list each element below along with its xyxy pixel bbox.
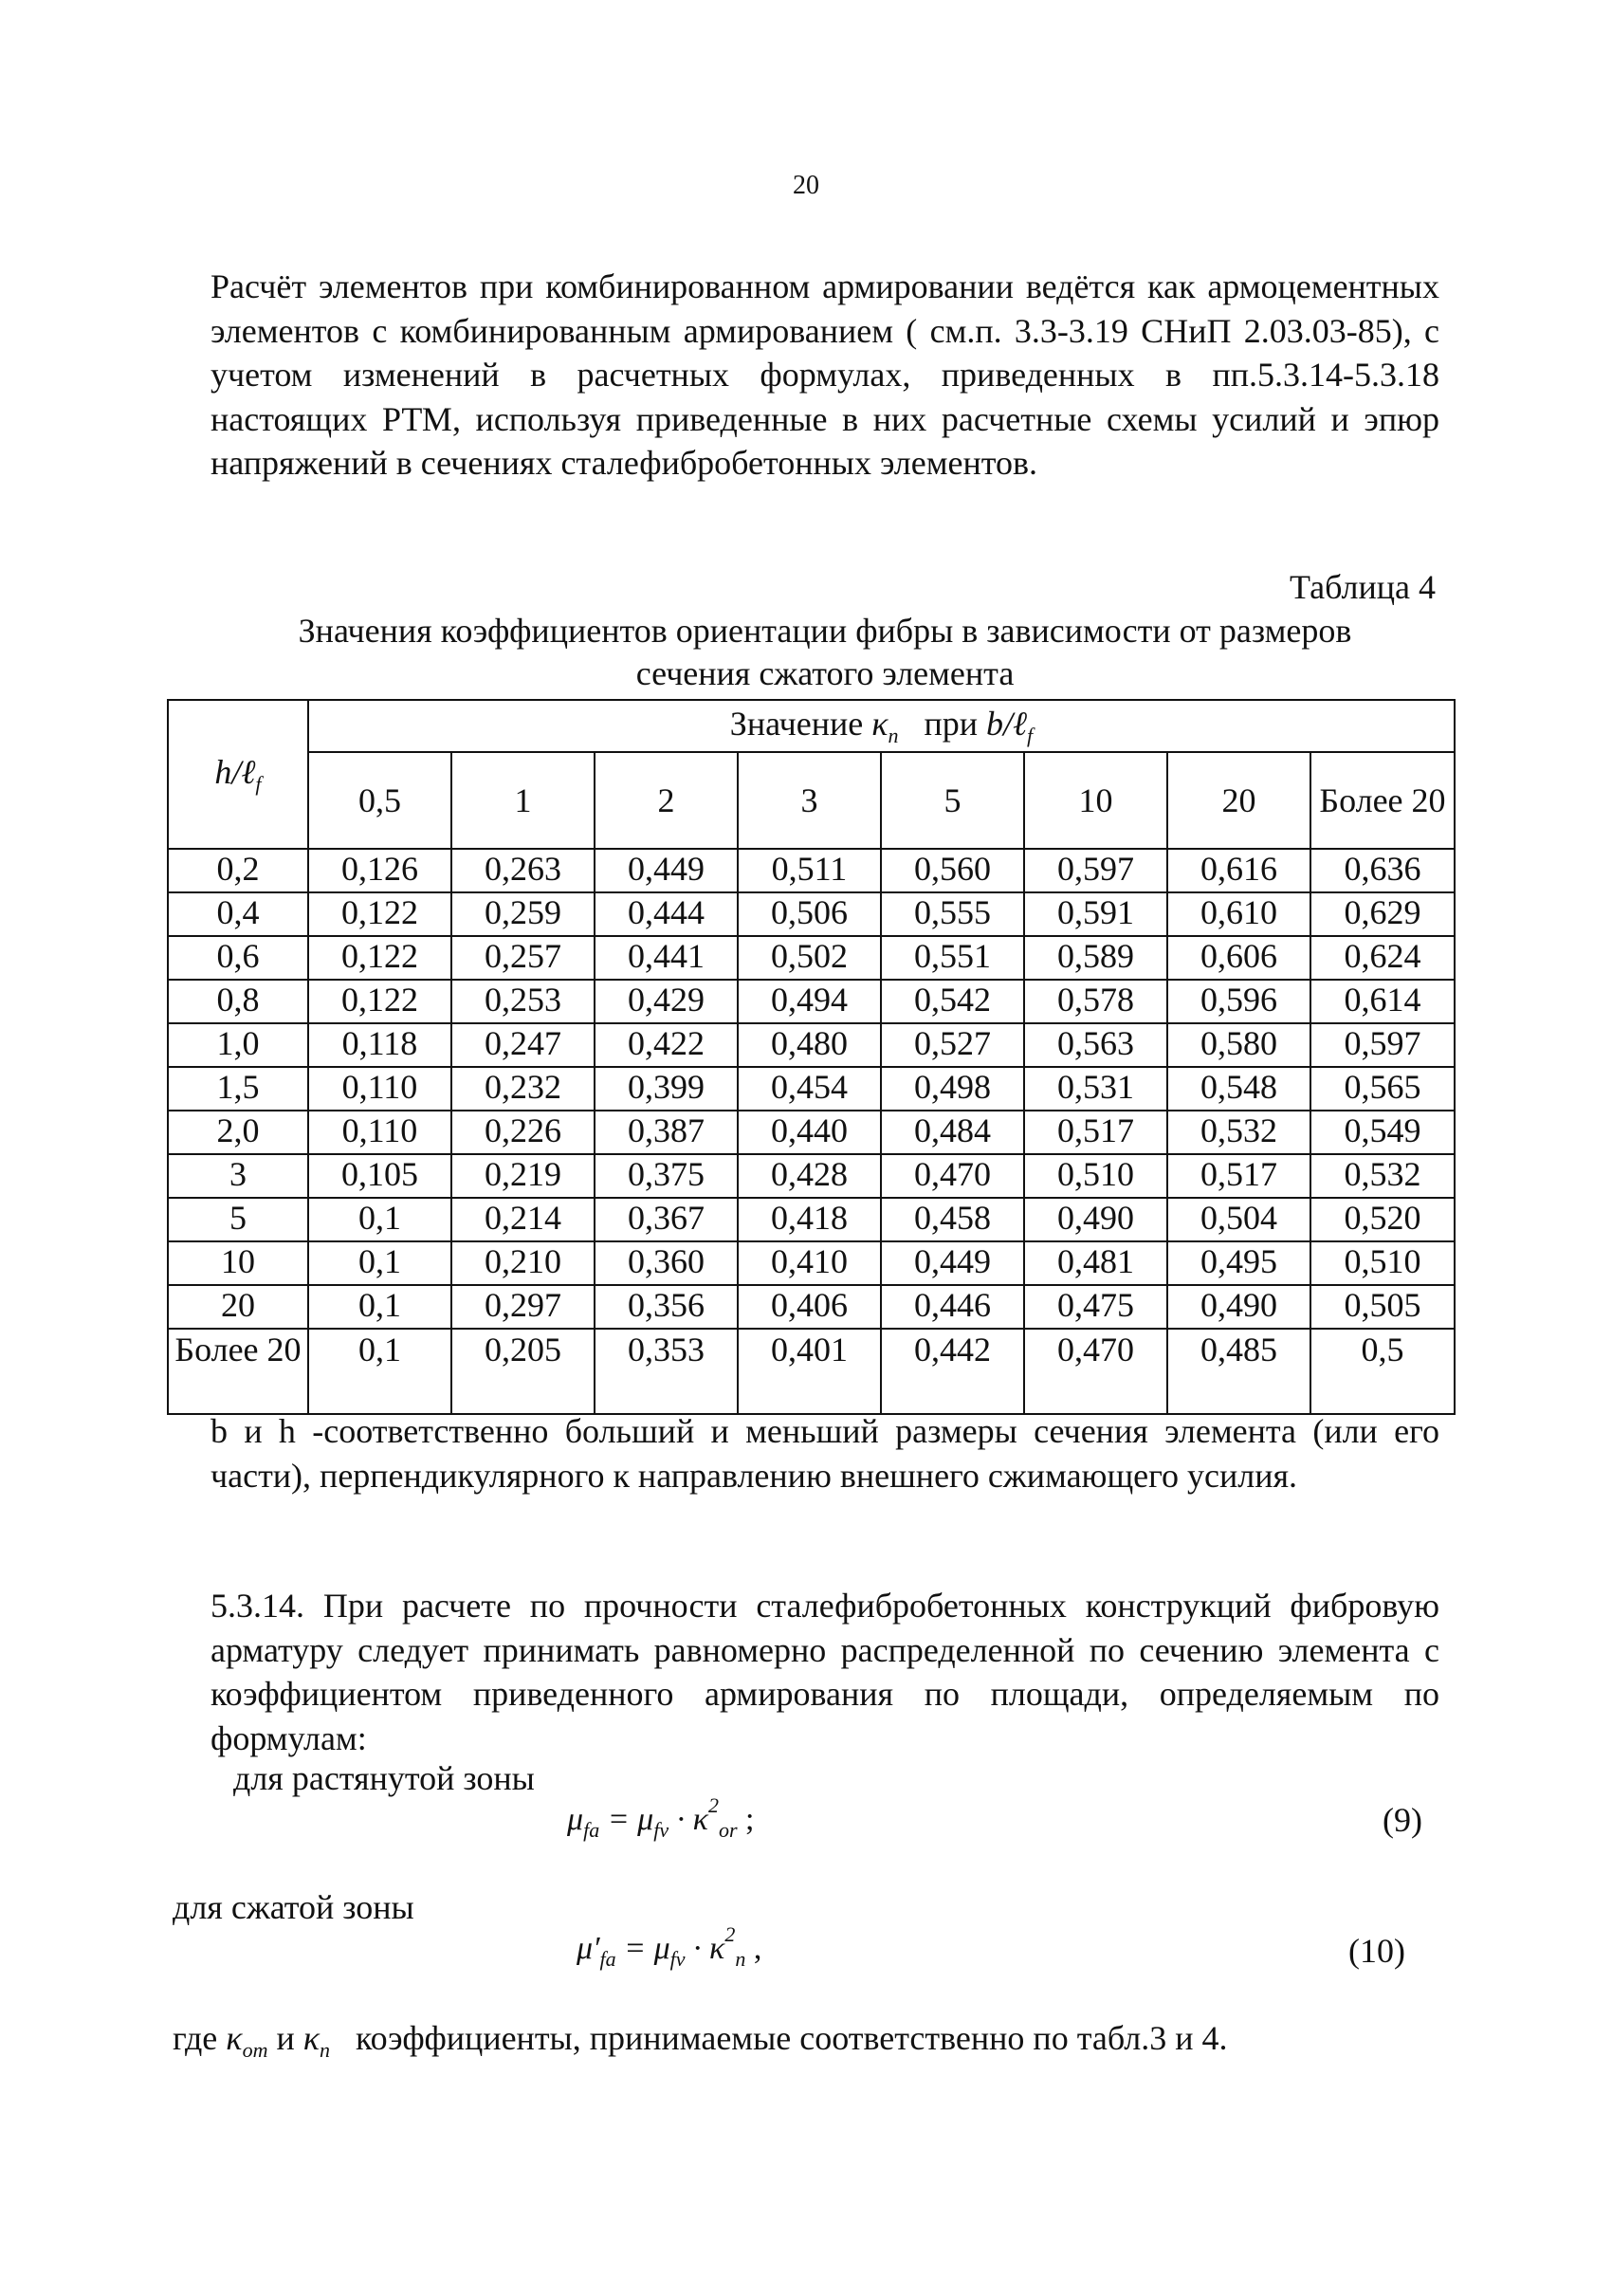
- table-cell: 0,636: [1310, 849, 1455, 892]
- section-paragraph: 5.3.14. При расчете по прочности сталефибробетонных конструкций фибровую арматуру следует принимать равномерно распределенной по сечению элемента с коэффициентом приведенного армирования по площади, определяемым по формулам:: [211, 1587, 1439, 1757]
- page-number: 20: [793, 171, 819, 200]
- table-cell: 0,616: [1167, 849, 1310, 892]
- table-cell: 0,247: [451, 1023, 595, 1067]
- table-cell: 0,219: [451, 1154, 595, 1198]
- row-header-cell: 0,8: [168, 980, 308, 1023]
- table-cell: 0,517: [1167, 1154, 1310, 1198]
- table-cell: 0,126: [308, 849, 451, 892]
- table-cell: 0,122: [308, 980, 451, 1023]
- table-cell: 0,360: [595, 1241, 738, 1285]
- table-cell: 0,532: [1167, 1111, 1310, 1154]
- table-cell: 0,387: [595, 1111, 738, 1154]
- table-cell: 0,498: [881, 1067, 1024, 1111]
- table-cell: 0,422: [595, 1023, 738, 1067]
- table-row: [168, 1241, 1455, 1285]
- table-cell: 0,253: [451, 980, 595, 1023]
- table-cell: 0,418: [738, 1198, 881, 1241]
- table-cell: 0,458: [881, 1198, 1024, 1241]
- row-header-cell: 20: [168, 1285, 308, 1329]
- row-header-cell: 3: [168, 1154, 308, 1198]
- table-cell: 0,490: [1024, 1198, 1167, 1241]
- table-cell: 0,353: [595, 1329, 738, 1414]
- table-cell: 0,520: [1310, 1198, 1455, 1241]
- table-cell: 0,214: [451, 1198, 595, 1241]
- table-cell: 0,454: [738, 1067, 881, 1111]
- table-cell: 0,5: [1310, 1329, 1455, 1414]
- table-cell: 0,596: [1167, 980, 1310, 1023]
- row-header-cell: 5: [168, 1198, 308, 1241]
- table-cell: 0,1: [308, 1329, 451, 1414]
- table-cell: 0,614: [1310, 980, 1455, 1023]
- table-cell: 0,527: [881, 1023, 1024, 1067]
- table-cell: 0,555: [881, 892, 1024, 936]
- table-cell: 0,610: [1167, 892, 1310, 936]
- group-header: Значение $\kappa_n$ при b/ℓ$_f$: [308, 700, 1455, 752]
- table-cell: 0,257: [451, 936, 595, 980]
- table-cell: 0,542: [881, 980, 1024, 1023]
- orientation-coefficients-table: [167, 699, 1456, 1415]
- column-header: 20: [1167, 752, 1310, 849]
- column-header: 0,5: [308, 752, 451, 849]
- table-cell: 0,531: [1024, 1067, 1167, 1111]
- table-cell: 0,563: [1024, 1023, 1167, 1067]
- table-cell: 0,591: [1024, 892, 1167, 936]
- table-title: [171, 610, 1479, 695]
- table-cell: 0,406: [738, 1285, 881, 1329]
- table-cell: 0,449: [595, 849, 738, 892]
- row-header-cell: 1,0: [168, 1023, 308, 1067]
- table-label: Таблица 4: [1290, 568, 1436, 606]
- table-cell: 0,505: [1310, 1285, 1455, 1329]
- row-header-cell: 10: [168, 1241, 308, 1285]
- table-cell: 0,495: [1167, 1241, 1310, 1285]
- table-cell: 0,356: [595, 1285, 738, 1329]
- table-cell: 0,589: [1024, 936, 1167, 980]
- table-cell: 0,110: [308, 1067, 451, 1111]
- column-header: 3: [738, 752, 881, 849]
- table-cell: 0,504: [1167, 1198, 1310, 1241]
- table-cell: 0,1: [308, 1285, 451, 1329]
- tension-zone-label: для растянутой зоны: [233, 1759, 535, 1797]
- table-cell: 0,410: [738, 1241, 881, 1285]
- table-cell: 0,440: [738, 1111, 881, 1154]
- table-title-line2: сечения сжатого элемента: [635, 654, 1015, 692]
- table-row: [168, 1285, 1455, 1329]
- table-cell: 0,485: [1167, 1329, 1310, 1414]
- table-row: [168, 936, 1455, 980]
- table-cell: 0,629: [1310, 892, 1455, 936]
- table-cell: 0,428: [738, 1154, 881, 1198]
- table-row: [168, 1154, 1455, 1198]
- table-cell: 0,442: [881, 1329, 1024, 1414]
- table-cell: 0,122: [308, 936, 451, 980]
- column-header: 1: [451, 752, 595, 849]
- equation-number-10: (10): [1348, 1932, 1405, 1970]
- table-cell: 0,597: [1310, 1023, 1455, 1067]
- table-cell: 0,259: [451, 892, 595, 936]
- table-cell: 0,232: [451, 1067, 595, 1111]
- table-row: [168, 1329, 1455, 1414]
- table-cell: 0,449: [881, 1241, 1024, 1285]
- table-cell: 0,399: [595, 1067, 738, 1111]
- table-cell: 0,597: [1024, 849, 1167, 892]
- table-cell: 0,297: [451, 1285, 595, 1329]
- table-cell: 0,511: [738, 849, 881, 892]
- table-cell: 0,118: [308, 1023, 451, 1067]
- column-header: 5: [881, 752, 1024, 849]
- table-cell: 0,122: [308, 892, 451, 936]
- table-row: [168, 980, 1455, 1023]
- table-row: [168, 892, 1455, 936]
- column-header: 2: [595, 752, 738, 849]
- table-cell: 0,1: [308, 1198, 451, 1241]
- table-cell: 0,367: [595, 1198, 738, 1241]
- table-cell: 0,502: [738, 936, 881, 980]
- table-cell: 0,510: [1024, 1154, 1167, 1198]
- formula-9: $\mu_{fa} = \mu_{fv} \cdot \kappa^2_{or}$ ;: [567, 1793, 755, 1842]
- table-row: [168, 1111, 1455, 1154]
- table-cell: 0,490: [1167, 1285, 1310, 1329]
- table-cell: 0,444: [595, 892, 738, 936]
- table-cell: 0,606: [1167, 936, 1310, 980]
- table-cell: 0,532: [1310, 1154, 1455, 1198]
- table-cell: 0,510: [1310, 1241, 1455, 1285]
- table-note: b и h -соответственно больший и меньший размеры сечения элемента (или его части), перпендикулярного к направлению внешнего сжимающего усилия.: [211, 1412, 1439, 1495]
- table-cell: 0,565: [1310, 1067, 1455, 1111]
- table-cell: 0,446: [881, 1285, 1024, 1329]
- table-row: [168, 849, 1455, 892]
- table-row: [168, 1023, 1455, 1067]
- coefficients-reference-line: где $\kappa_{от}$ и $\kappa_n$ коэффициенты, принимаемые соответственно по табл.3 и 4.: [173, 2019, 1228, 2062]
- column-header: Более 20: [1310, 752, 1455, 849]
- table-cell: 0,578: [1024, 980, 1167, 1023]
- table-cell: 0,110: [308, 1111, 451, 1154]
- intro-paragraph: Расчёт элементов при комбинированном армировании ведётся как армоцементных элементов с комбинированным армированием ( см.п. 3.3-3.19 СНиП 2.03.03-85), с учетом изменений в расчетных формулах, приведенных в пп.5.3.14-5.3.18 настоящих РТМ, используя приведенные в них расчетные схемы усилий и эпюр напряжений в сечениях сталефибробетонных элементов.: [211, 267, 1439, 482]
- table-cell: 0,263: [451, 849, 595, 892]
- compression-zone-label: для сжатой зоны: [173, 1888, 414, 1926]
- table-cell: 0,551: [881, 936, 1024, 980]
- table-cell: 0,481: [1024, 1241, 1167, 1285]
- table-cell: 0,549: [1310, 1111, 1455, 1154]
- table-cell: 0,441: [595, 936, 738, 980]
- formula-10: $\mu'_{fa} = \mu_{fv} \cdot \kappa^2_n$ ,: [577, 1922, 762, 1971]
- row-header-cell: 0,2: [168, 849, 308, 892]
- table-cell: 0,470: [881, 1154, 1024, 1198]
- table-cell: 0,470: [1024, 1329, 1167, 1414]
- equation-number-9: (9): [1383, 1801, 1422, 1839]
- table-cell: 0,1: [308, 1241, 451, 1285]
- table-cell: 0,429: [595, 980, 738, 1023]
- table-cell: 0,580: [1167, 1023, 1310, 1067]
- row-header-cell: 0,4: [168, 892, 308, 936]
- table-cell: 0,494: [738, 980, 881, 1023]
- stub-header: h/ℓ$_f$: [168, 700, 308, 849]
- table-row: [168, 1067, 1455, 1111]
- table-cell: 0,210: [451, 1241, 595, 1285]
- row-header-cell: 2,0: [168, 1111, 308, 1154]
- column-header: 10: [1024, 752, 1167, 849]
- table-cell: 0,475: [1024, 1285, 1167, 1329]
- table-header-row: [168, 700, 1455, 752]
- table-cell: 0,624: [1310, 936, 1455, 980]
- row-header-cell: 1,5: [168, 1067, 308, 1111]
- table-cell: 0,105: [308, 1154, 451, 1198]
- table-title-line1: Значения коэффициентов ориентации фибры в зависимости от размеров: [298, 612, 1352, 650]
- table-cell: 0,548: [1167, 1067, 1310, 1111]
- table-cell: 0,375: [595, 1154, 738, 1198]
- table-row: [168, 1198, 1455, 1241]
- table-cell: 0,401: [738, 1329, 881, 1414]
- table-cell: 0,480: [738, 1023, 881, 1067]
- table-cell: 0,517: [1024, 1111, 1167, 1154]
- table-cell: 0,506: [738, 892, 881, 936]
- row-header-cell: 0,6: [168, 936, 308, 980]
- table-cell: 0,484: [881, 1111, 1024, 1154]
- table-cell: 0,205: [451, 1329, 595, 1414]
- row-header-cell: Более 20: [168, 1329, 308, 1414]
- table-cell: 0,560: [881, 849, 1024, 892]
- column-header-row: [168, 752, 1455, 849]
- table-cell: 0,226: [451, 1111, 595, 1154]
